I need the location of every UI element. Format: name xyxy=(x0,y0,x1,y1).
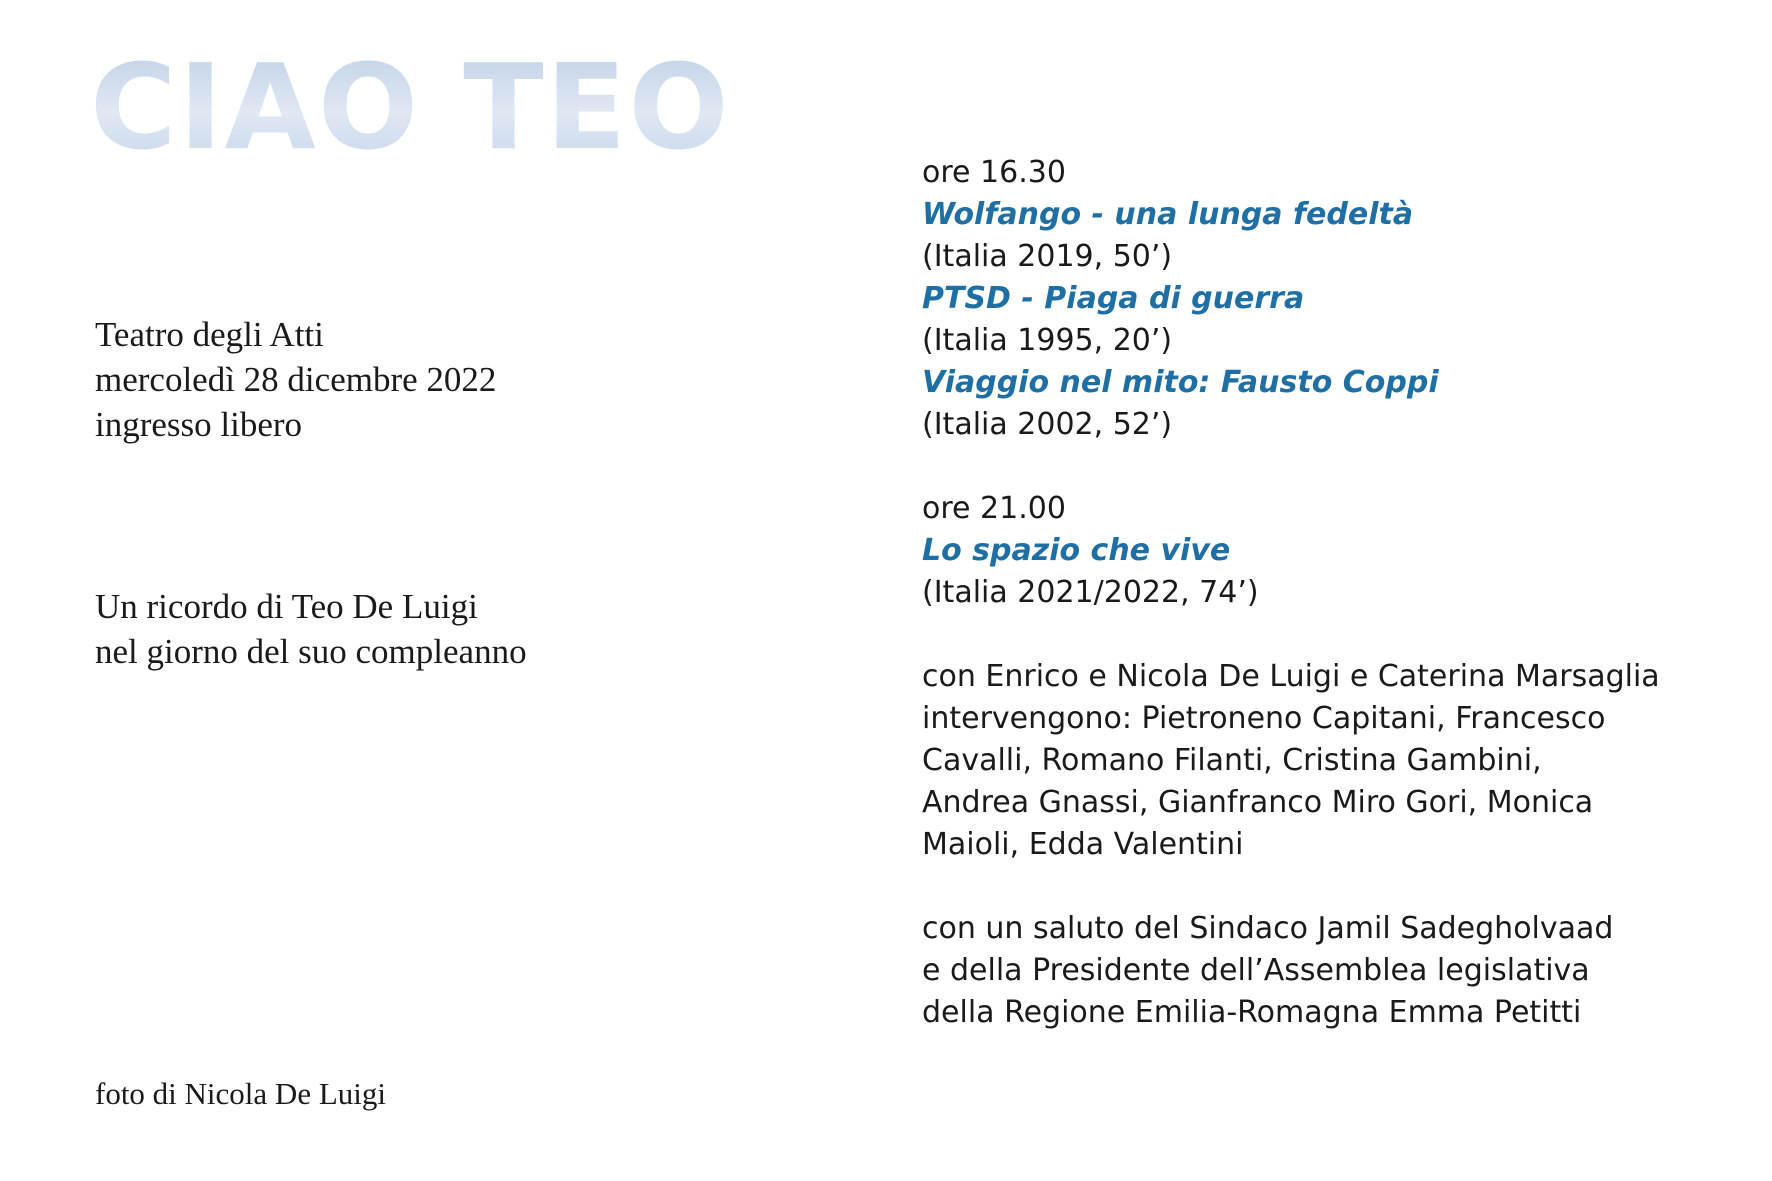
venue-info xyxy=(95,312,496,447)
film-info: (Italia 2019, 50’) xyxy=(922,239,1173,274)
dedication-line: Un ricordo di Teo De Luigi xyxy=(95,587,478,626)
event-date: mercoledì 28 dicembre 2022 xyxy=(95,360,497,399)
participants-line: Cavalli, Romano Filanti, Cristina Gambini, xyxy=(922,743,1542,778)
greetings-line: con un saluto del Sindaco Jamil Sadegholvaad xyxy=(922,911,1614,946)
participants-line: intervengono: Pietroneno Capitani, Francesco xyxy=(922,701,1606,736)
participants-line: Maioli, Edda Valentini xyxy=(922,827,1244,862)
film-title: Wolfango - una lunga fedeltà xyxy=(922,197,1414,232)
session-time: ore 21.00 xyxy=(922,491,1066,526)
participants-line: con Enrico e Nicola De Luigi e Caterina Marsaglia xyxy=(922,659,1660,694)
photo-credit: foto di Nicola De Luigi xyxy=(95,1076,386,1111)
film-info: (Italia 2021/2022, 74’) xyxy=(922,575,1259,610)
film-title: Viaggio nel mito: Fausto Coppi xyxy=(922,365,1439,400)
spacer xyxy=(922,614,1742,656)
participants-line: Andrea Gnassi, Gianfranco Miro Gori, Monica xyxy=(922,785,1594,820)
dedication-line: nel giorno del suo compleanno xyxy=(95,632,527,671)
spacer xyxy=(922,866,1742,908)
admission-note: ingresso libero xyxy=(95,405,303,444)
greetings-line: e della Presidente dell’Assemblea legislativa xyxy=(922,953,1590,988)
film-title: Lo spazio che vive xyxy=(922,533,1231,568)
memory-dedication xyxy=(95,584,527,674)
spacer xyxy=(922,446,1742,488)
event-title: CIAO TEO xyxy=(90,38,731,176)
afternoon-session xyxy=(922,152,1742,446)
greetings-line: della Regione Emilia-Romagna Emma Petitti xyxy=(922,995,1582,1030)
film-info: (Italia 2002, 52’) xyxy=(922,407,1173,442)
film-info: (Italia 1995, 20’) xyxy=(922,323,1173,358)
evening-session xyxy=(922,488,1742,614)
program-schedule xyxy=(922,152,1742,1034)
venue-name: Teatro degli Atti xyxy=(95,315,324,354)
session-time: ore 16.30 xyxy=(922,155,1066,190)
participants xyxy=(922,656,1742,866)
film-title: PTSD - Piaga di guerra xyxy=(922,281,1305,316)
greetings xyxy=(922,908,1742,1034)
